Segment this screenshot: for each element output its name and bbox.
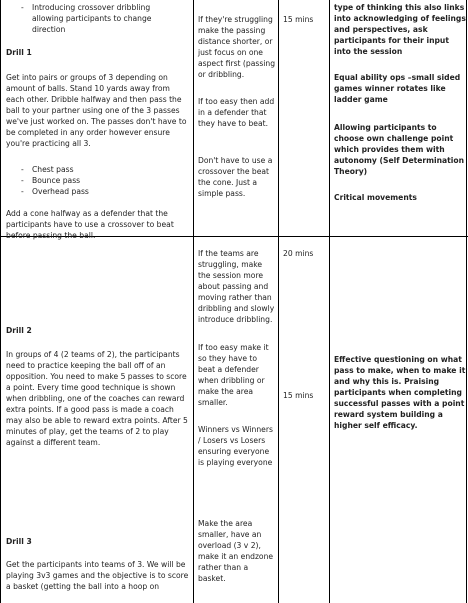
- drill2-adaptation-struggling: If the teams are struggling, make the session more about passing and moving rather than dribbling and slowly introduce dribbling.: [198, 249, 275, 324]
- drill1-duration: 15 mins: [283, 15, 314, 24]
- drill1-pass-list: [6, 164, 190, 197]
- intro-bullet: - Introducing crossover dribbling allowing participants to change direction: [21, 3, 152, 34]
- drill2-duration-a: 20 mins: [283, 249, 314, 258]
- drill1-adaptation-struggling: If they're struggling make the passing distance shorter, or just focus on one aspect first (passing or dribbling.: [198, 15, 276, 79]
- coaching-note-autonomy: Allowing participants to choose own challenge point which provides them with autonomy (Self Determination Theory): [334, 123, 465, 176]
- coaching-note-critical: Critical movements: [334, 193, 417, 202]
- drill2-title: Drill 2: [6, 326, 32, 335]
- column-divider-3: [329, 0, 330, 603]
- drill2-coaching-note: Effective questioning on what pass to make, when to make it and why this is. Praising participants when completing successful passes with a point reward system building a higher self efficacy.: [334, 355, 466, 430]
- drill2-adaptation-easy: If too easy make it so they have to beat a defender when dribbling or make the area smaller.: [198, 343, 269, 407]
- drill3-title: Drill 3: [6, 537, 32, 546]
- table-border-right: [466, 0, 467, 603]
- list-item: - Overhead pass: [21, 187, 89, 196]
- drill2-body: In groups of 4 (2 teams of 2), the participants need to practice keeping the ball off of an opposition. You need to make 5 passes to score a point. Every time good technique is shown when dribbling, one of the coaches can reward extra points. If a good pass is made a coach may also be able to reward extra points. After 5 minutes of play, get the teams of 2 to play against a different team.: [6, 350, 188, 447]
- drill2-duration-b: 15 mins: [283, 391, 314, 400]
- column-divider-2: [278, 0, 279, 603]
- drill3-adaptation: Make the area smaller, have an overload (3 v 2), make it an endzone rather than a basket.: [198, 519, 274, 583]
- column-divider-1: [193, 0, 194, 603]
- drill1-adaptation-easy: If too easy then add in a defender that they have to beat.: [198, 97, 275, 128]
- drill3-body: Get the participants into teams of 3. We will be playing 3v3 games and the objective is to score a basket (getting the ball into a hoop on: [6, 560, 189, 591]
- list-item: - Chest pass: [21, 165, 74, 174]
- drill1-after: Add a cone halfway as a defender that the participants have to use a crossover to beat before passing the ball.: [6, 209, 174, 240]
- drill1-body: Get into pairs or groups of 3 depending on amount of balls. Stand 10 yards away from each other. Dribble halfway and then pass the ball to your partner using one of the 3 passes we've just worked on. The passes don't have to be completed in any order however ensure you're practicing all 3.: [6, 73, 187, 148]
- drill1-title: Drill 1: [6, 48, 32, 57]
- drill2-rotation: Winners vs Winners / Losers vs Losers ensuring everyone is playing everyone: [198, 425, 273, 467]
- drill1-adaptation-cone: Don't have to use a crossover the beat the cone. Just a simple pass.: [198, 156, 273, 198]
- list-item: - Bounce pass: [21, 176, 81, 185]
- coaching-note-feelings: type of thinking this also links into acknowledging of feelings and perspectives, ask participants for their input into the session: [334, 3, 466, 56]
- table-border-left: [0, 0, 1, 603]
- coaching-note-equal-ability: Equal ability ops –small sided games winner rotates like ladder game: [334, 73, 461, 104]
